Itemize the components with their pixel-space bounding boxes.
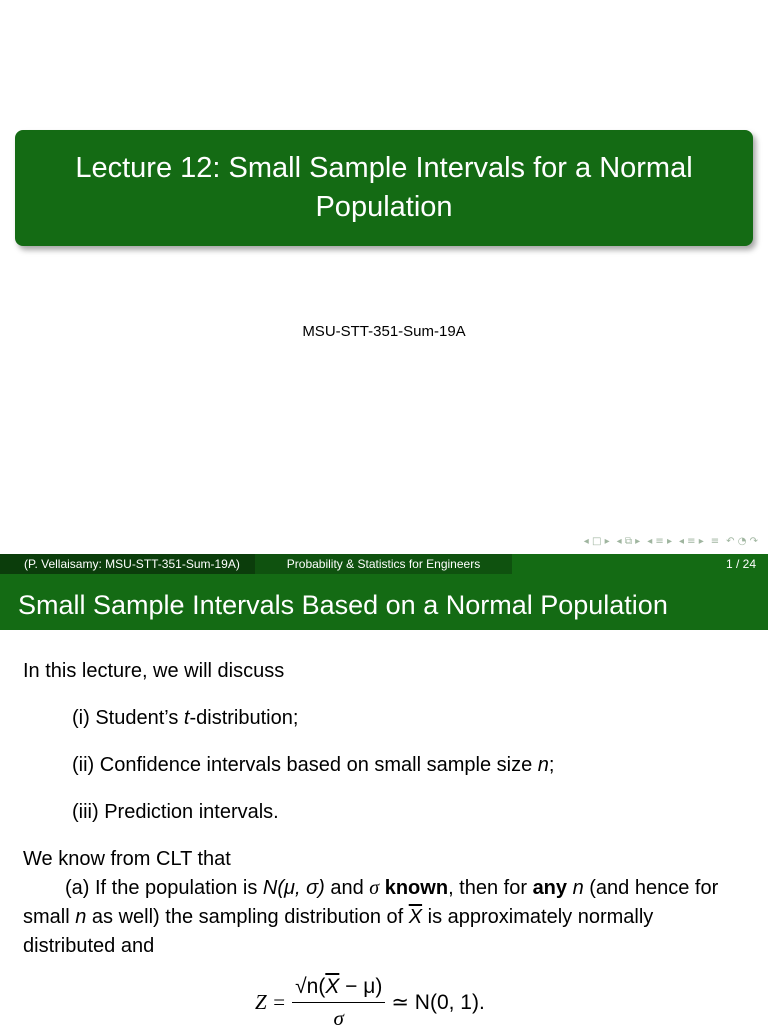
item-text: (i) Student’s <box>72 707 184 729</box>
para-text: (a) If the population is <box>65 877 263 899</box>
intro-text: In this lecture, we will discuss <box>23 660 285 682</box>
bold-known: known <box>384 877 449 899</box>
item-math: t <box>183 707 190 729</box>
para-text: as well) the sampling distribution of <box>86 906 409 928</box>
footline-page-number: 1 / 24 <box>512 554 768 574</box>
item-text: ; <box>548 754 555 776</box>
nav-toc-icon[interactable]: ≡ <box>710 536 720 547</box>
formula-denominator: σ <box>333 1006 344 1030</box>
frame-title: Small Sample Intervals Based on a Normal Population <box>0 574 768 630</box>
math-normal-dist: N(μ, σ) <box>262 877 325 899</box>
nav-search-icon[interactable]: ↶ ◔ ↷ <box>726 536 758 547</box>
formula-rhs: ≃ N(0, 1). <box>391 991 485 1014</box>
numerator-part: √n( <box>295 975 326 998</box>
clt-text: We know from CLT that <box>23 848 231 870</box>
numerator-xbar: $\overline{X}$ <box>325 975 340 998</box>
formula-lhs: Z = <box>255 990 287 1014</box>
course-subtitle: MSU-STT-351-Sum-19A <box>302 323 466 340</box>
footline <box>0 554 768 574</box>
math-sigma: σ <box>369 877 380 899</box>
para-text: and <box>324 877 370 899</box>
para-text: , then for <box>448 877 533 899</box>
bold-any: any <box>532 877 568 899</box>
para-text: is approximately normally distributed and <box>23 906 654 957</box>
footline-author: (P. Vellaisamy: MSU-STT-351-Sum-19A) <box>0 554 255 574</box>
title-box <box>15 130 753 246</box>
nav-frame-icon[interactable]: ◂ □ ▸ <box>583 536 610 547</box>
clt-paragraph-a <box>23 874 743 961</box>
footline-course: Probability & Statistics for Engineers <box>255 554 512 574</box>
list-item-prediction-intervals: (iii) Prediction intervals. <box>72 801 279 823</box>
nav-section-icon[interactable]: ◂ ≡ ▸ <box>647 536 672 547</box>
formula-numerator <box>292 972 385 1003</box>
lecture-title: Lecture 12: Small Sample Intervals for a Normal Population <box>75 152 693 223</box>
math-n: n <box>75 906 87 928</box>
para-text: (and hence for small <box>23 877 719 928</box>
nav-subsection-icon[interactable]: ◂ ⧉ ▸ <box>616 536 641 547</box>
item-math: n <box>537 754 549 776</box>
item-text: (ii) Confidence intervals based on small sample size <box>72 754 538 776</box>
math-n: n <box>572 877 584 899</box>
math-xbar: $\overline{X}$ <box>408 906 423 928</box>
slide-body <box>23 657 743 961</box>
numerator-part: − μ) <box>339 975 383 998</box>
beamer-navigation <box>584 535 758 549</box>
list-item-t-distribution <box>72 704 743 733</box>
list-item-confidence-intervals <box>72 751 743 780</box>
item-text: -distribution; <box>189 707 299 729</box>
nav-subsection-list-icon[interactable]: ◂ ≡ ▸ <box>678 536 704 547</box>
